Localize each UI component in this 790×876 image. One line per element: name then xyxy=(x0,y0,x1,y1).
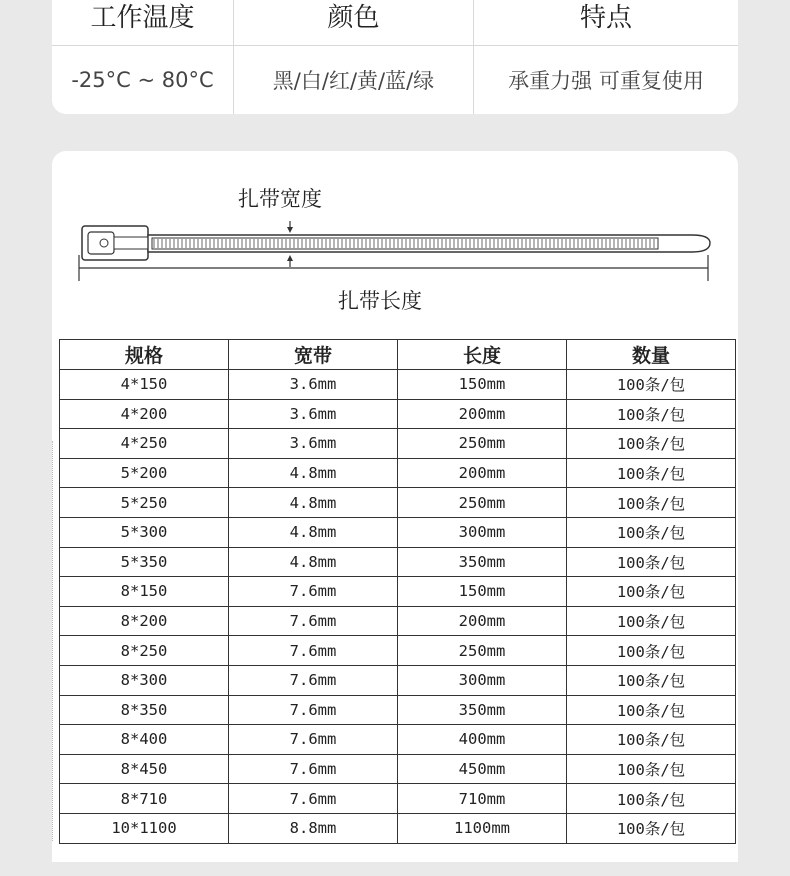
table-cell: 7.6mm xyxy=(229,754,398,784)
table-edge-mark xyxy=(52,441,55,841)
table-cell: 7.6mm xyxy=(229,665,398,695)
table-cell: 250mm xyxy=(398,488,567,518)
table-cell: 7.6mm xyxy=(229,636,398,666)
value-color: 黑/白/红/黄/蓝/绿 xyxy=(234,46,474,114)
table-cell: 8*200 xyxy=(60,606,229,636)
properties-card xyxy=(52,0,738,114)
table-cell: 150mm xyxy=(398,577,567,607)
table-cell: 4.8mm xyxy=(229,488,398,518)
table-cell: 350mm xyxy=(398,547,567,577)
header-temperature: 工作温度 xyxy=(52,0,234,46)
column-header: 规格 xyxy=(60,340,229,370)
table-row xyxy=(60,784,736,814)
table-cell: 8*350 xyxy=(60,695,229,725)
table-cell: 100条/包 xyxy=(567,577,736,607)
table-row xyxy=(60,636,736,666)
table-row xyxy=(60,754,736,784)
table-cell: 7.6mm xyxy=(229,725,398,755)
table-row xyxy=(60,547,736,577)
table-cell: 450mm xyxy=(398,754,567,784)
table-cell: 250mm xyxy=(398,429,567,459)
table-cell: 100条/包 xyxy=(567,399,736,429)
spec-card xyxy=(52,151,738,862)
table-cell: 8*150 xyxy=(60,577,229,607)
table-cell: 100条/包 xyxy=(567,488,736,518)
table-row xyxy=(60,488,736,518)
table-row xyxy=(60,577,736,607)
table-cell: 7.6mm xyxy=(229,606,398,636)
table-cell: 4*150 xyxy=(60,370,229,400)
table-cell: 710mm xyxy=(398,784,567,814)
table-cell: 150mm xyxy=(398,370,567,400)
table-cell: 100条/包 xyxy=(567,754,736,784)
value-features: 承重力强 可重复使用 xyxy=(508,69,704,93)
table-cell: 300mm xyxy=(398,517,567,547)
table-cell: 4*250 xyxy=(60,429,229,459)
table-row xyxy=(60,665,736,695)
table-cell: 100条/包 xyxy=(567,725,736,755)
table-cell: 7.6mm xyxy=(229,577,398,607)
table-cell: 8*400 xyxy=(60,725,229,755)
table-cell: 100条/包 xyxy=(567,370,736,400)
table-cell: 5*250 xyxy=(60,488,229,518)
table-cell: 200mm xyxy=(398,458,567,488)
column-header: 数量 xyxy=(567,340,736,370)
table-cell: 250mm xyxy=(398,636,567,666)
length-label: 扎带长度 xyxy=(338,289,422,313)
table-row xyxy=(60,725,736,755)
table-cell: 8.8mm xyxy=(229,813,398,843)
table-cell: 4.8mm xyxy=(229,458,398,488)
table-cell: 350mm xyxy=(398,695,567,725)
table-body xyxy=(60,370,736,844)
width-label: 扎带宽度 xyxy=(238,187,322,211)
table-cell: 7.6mm xyxy=(229,784,398,814)
table-row xyxy=(60,606,736,636)
table-row xyxy=(60,458,736,488)
table-cell: 7.6mm xyxy=(229,695,398,725)
table-cell: 3.6mm xyxy=(229,429,398,459)
spec-table xyxy=(59,339,736,844)
table-cell: 100条/包 xyxy=(567,517,736,547)
table-cell: 100条/包 xyxy=(567,636,736,666)
table-cell: 400mm xyxy=(398,725,567,755)
table-row xyxy=(60,695,736,725)
table-cell: 5*300 xyxy=(60,517,229,547)
column-header: 长度 xyxy=(398,340,567,370)
table-cell: 100条/包 xyxy=(567,695,736,725)
value-temperature: -25°C ~ 80°C xyxy=(52,46,234,114)
table-cell: 8*250 xyxy=(60,636,229,666)
table-cell: 100条/包 xyxy=(567,665,736,695)
table-row xyxy=(60,813,736,843)
table-cell: 8*710 xyxy=(60,784,229,814)
table-row xyxy=(60,399,736,429)
properties-grid xyxy=(52,0,738,114)
table-cell: 100条/包 xyxy=(567,458,736,488)
table-row xyxy=(60,370,736,400)
table-cell: 8*300 xyxy=(60,665,229,695)
table-cell: 100条/包 xyxy=(567,547,736,577)
table-cell: 100条/包 xyxy=(567,813,736,843)
table-cell: 100条/包 xyxy=(567,784,736,814)
header-features: 特点 xyxy=(474,0,738,46)
cable-tie-diagram xyxy=(52,151,738,321)
table-cell: 300mm xyxy=(398,665,567,695)
table-cell: 5*350 xyxy=(60,547,229,577)
table-cell: 1100mm xyxy=(398,813,567,843)
table-row xyxy=(60,517,736,547)
table-cell: 100条/包 xyxy=(567,606,736,636)
table-cell: 3.6mm xyxy=(229,399,398,429)
table-cell: 5*200 xyxy=(60,458,229,488)
column-header: 宽带 xyxy=(229,340,398,370)
table-cell: 8*450 xyxy=(60,754,229,784)
table-cell: 4.8mm xyxy=(229,547,398,577)
table-cell: 3.6mm xyxy=(229,370,398,400)
table-cell: 4*200 xyxy=(60,399,229,429)
table-header-row xyxy=(60,340,736,370)
table-cell: 200mm xyxy=(398,606,567,636)
table-row xyxy=(60,429,736,459)
table-cell: 4.8mm xyxy=(229,517,398,547)
header-color: 颜色 xyxy=(234,0,474,46)
table-cell: 10*1100 xyxy=(60,813,229,843)
table-cell: 200mm xyxy=(398,399,567,429)
table-cell: 100条/包 xyxy=(567,429,736,459)
